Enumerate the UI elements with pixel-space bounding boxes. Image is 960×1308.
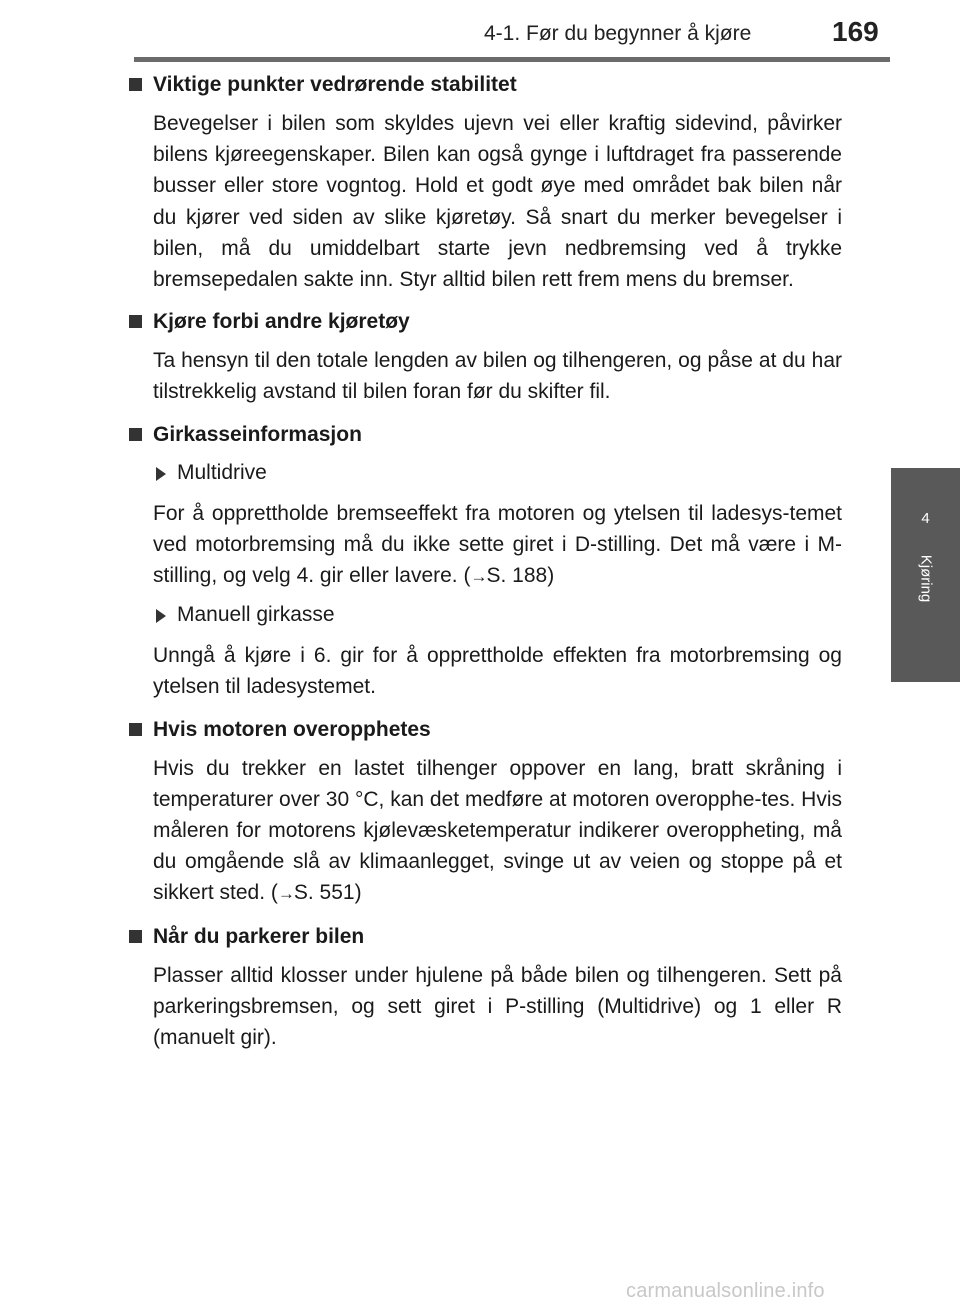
main-content	[126, 70, 842, 1065]
square-bullet-icon	[129, 78, 142, 91]
section-overtaking	[126, 307, 842, 407]
page-number: 169	[832, 16, 879, 47]
paragraph-text: Hvis du trekker en lastet tilhenger oppover en lang, bratt skråning i temperaturer over 30 °C, kan det medføre at motoren overopphe-tes. Hvis måleren for motorens kjølevæsketemperatur indikerer overoppheting, må du omgående slå av klimaanlegget, svinge ut av veien og stoppe på et sikkert sted. (	[153, 756, 842, 905]
heading-text: Når du parkerer bilen	[153, 924, 365, 948]
section-heading	[126, 70, 842, 100]
subsection-title-text: Multidrive	[177, 460, 267, 484]
paragraph-text: )	[354, 881, 362, 905]
reference-arrow-icon: →	[470, 567, 487, 587]
page-reference[interactable]: S. 188	[486, 564, 548, 588]
triangle-bullet-icon	[156, 609, 166, 623]
subsection-title-text: Manuell girkasse	[177, 603, 335, 627]
section-transmission	[126, 420, 842, 703]
paragraph-text: )	[547, 564, 555, 588]
section-heading	[126, 307, 842, 337]
paragraph-text: For å opprettholde bremseeffekt fra motoren og ytelsen til ladesys-temet ved motorbremsing må du ikke sette giret i D-stilling. Det må være i M-stilling, og velg 4. gir eller lavere. (	[153, 501, 842, 588]
paragraph: Bevegelser i bilen som skyldes ujevn vei eller kraftig sidevind, påvirker bilens kjøreegenskaper. Bilen kan også gynge i luftdraget fra passerende busser eller store vogntog. Hold et godt øye med området bak bilen når du kjører ved siden av slike kjøretøy. Så snart du merker bevegelser i bilen, må du umiddelbart starte jevn nedbremsing ved å trykke bremsepedalen sakte inn. Styr alltid bilen rett frem mens du bremser.	[153, 112, 842, 292]
section-heading	[126, 420, 842, 450]
square-bullet-icon	[129, 930, 142, 943]
heading-text: Viktige punkter vedrørende stabilitet	[153, 73, 517, 96]
chapter-number: 4	[921, 510, 930, 527]
square-bullet-icon	[129, 428, 142, 441]
paragraph	[153, 498, 842, 593]
section-title: 4-1. Før du begynner å kjøre	[484, 22, 752, 45]
paragraph: Plasser alltid klosser under hjulene på både bilen og tilhengeren. Sett på parkeringsbremsen, og sett giret i P-stilling (Multidrive) og 1 eller R (manuelt gir).	[153, 963, 842, 1050]
chapter-label: Kjøring	[917, 554, 934, 603]
paragraph	[153, 753, 842, 910]
subsection-title	[153, 458, 842, 488]
square-bullet-icon	[129, 723, 142, 736]
section-heading	[126, 922, 842, 952]
square-bullet-icon	[129, 315, 142, 328]
subsection-title	[153, 600, 842, 630]
heading-text: Girkasseinformasjon	[153, 422, 362, 446]
header-divider	[134, 57, 890, 62]
section-parking	[126, 922, 842, 1054]
triangle-bullet-icon	[156, 467, 166, 481]
section-stability	[126, 70, 842, 295]
paragraph: Unngå å kjøre i 6. gir for å opprettholde effekten fra motorbremsing og ytelsen til ladesystemet.	[153, 644, 842, 699]
reference-arrow-icon: →	[277, 884, 294, 904]
paragraph: Ta hensyn til den totale lengden av bilen og tilhengeren, og påse at du har tilstrekkelig avstand til bilen foran før du skifter fil.	[153, 349, 842, 404]
section-heading	[126, 715, 842, 745]
page-reference[interactable]: S. 551	[293, 881, 355, 905]
chapter-tab	[891, 468, 960, 682]
watermark: carmanualsonline.info	[626, 1280, 825, 1302]
section-overheating	[126, 715, 842, 910]
heading-text: Kjøre forbi andre kjøretøy	[153, 310, 410, 334]
heading-text: Hvis motoren overopphetes	[153, 717, 431, 741]
